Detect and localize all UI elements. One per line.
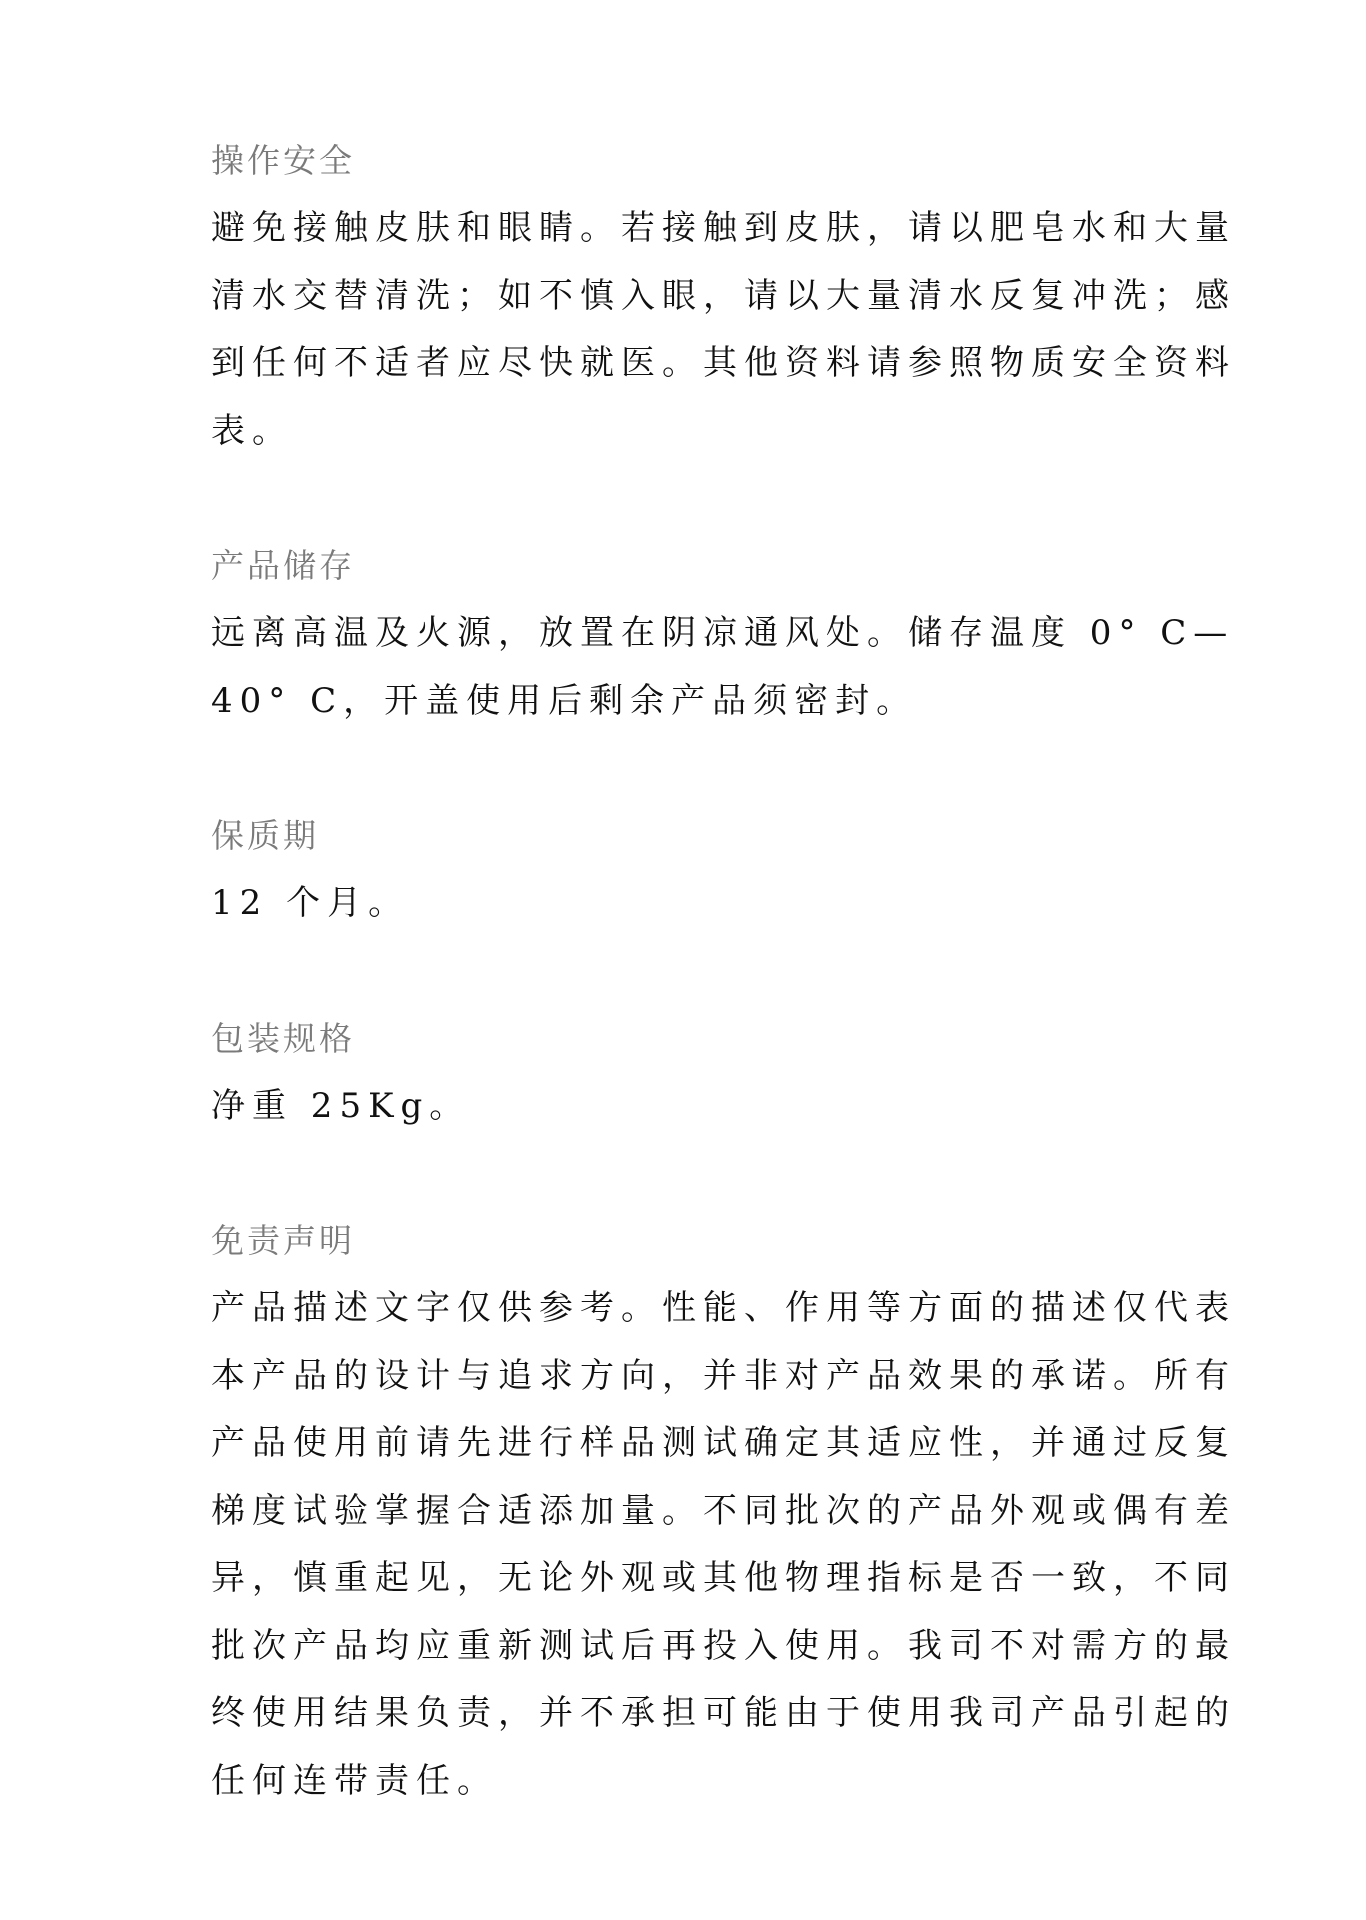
body-text-line: 避免接触皮肤和眼睛。若接触到皮肤，请以肥皂水和大量 [211, 208, 1236, 248]
body-text-line: 12 个月。 [211, 883, 410, 923]
body-text-line: 远离高温及火源，放置在阴凉通风处。储存温度 0° C— [211, 613, 1235, 653]
body-text-line: 产品使用前请先进行样品测试确定其适应性，并通过反复 [211, 1423, 1236, 1463]
section-packaging-spec [211, 1005, 1231, 1141]
body-text-line: 表。 [211, 410, 293, 451]
section-product-storage [211, 532, 1235, 735]
body-text-line: 终使用结果负责，并不承担可能由于使用我司产品引起的 [211, 1693, 1236, 1733]
document-body [211, 127, 1236, 1882]
section-shelf-life [211, 802, 1231, 938]
body-text-line: 批次产品均应重新测试后再投入使用。我司不对需方的最 [211, 1625, 1236, 1666]
body-text-line: 清水交替清洗；如不慎入眼，请以大量清水反复冲洗；感 [211, 275, 1236, 316]
section-heading: 免责声明 [211, 1221, 355, 1260]
body-text-line: 净重 25Kg。 [211, 1085, 471, 1126]
body-text-line: 异，慎重起见，无论外观或其他物理指标是否一致，不同 [211, 1558, 1236, 1598]
section-heading: 产品储存 [211, 546, 355, 585]
section-operation-safety [211, 127, 1236, 465]
body-text-line: 梯度试验掌握合适添加量。不同批次的产品外观或偶有差 [211, 1490, 1236, 1531]
section-disclaimer [211, 1207, 1236, 1815]
body-text-line: 产品描述文字仅供参考。性能、作用等方面的描述仅代表 [211, 1288, 1236, 1328]
body-text-line: 本产品的设计与追求方向，并非对产品效果的承诺。所有 [211, 1355, 1236, 1396]
body-text-line: 40° C，开盖使用后剩余产品须密封。 [211, 680, 918, 721]
section-heading: 操作安全 [211, 141, 355, 180]
section-heading: 包装规格 [211, 1018, 355, 1058]
body-text-line: 任何连带责任。 [211, 1760, 498, 1801]
body-text-line: 到任何不适者应尽快就医。其他资料请参照物质安全资料 [211, 343, 1236, 383]
section-heading: 保质期 [211, 816, 319, 855]
